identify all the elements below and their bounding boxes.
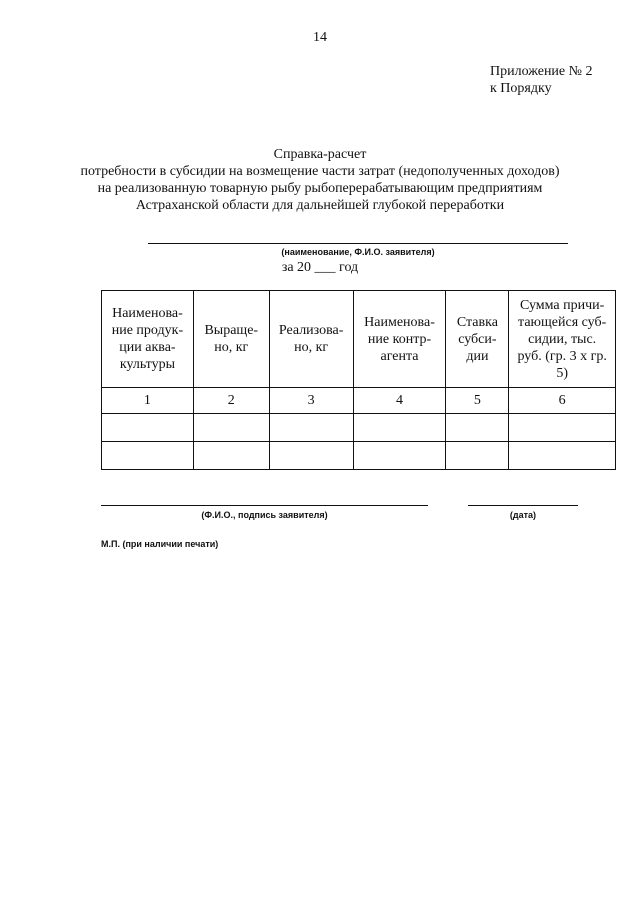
table-cell[interactable]: [102, 414, 194, 442]
table-header-row: [102, 291, 616, 388]
stamp-note: М.П. (при наличии печати): [101, 539, 219, 549]
table-row: [102, 414, 616, 442]
subsidy-calculation-table: [101, 290, 616, 470]
document-subtitle-line-2: на реализованную товарную рыбу рыбоперерабатывающим предприятиям: [97, 181, 543, 196]
document-subtitle-line-3: Астраханской области для дальнейшей глубокой переработки: [135, 198, 505, 213]
appendix-line-1: Приложение № 2: [490, 64, 593, 79]
header-sold-kg: Реализова- но, кг: [269, 291, 353, 388]
table-cell[interactable]: [353, 442, 446, 470]
header-counterparty: Наименова- ние контр- агента: [353, 291, 446, 388]
column-number: 1: [102, 388, 194, 414]
table-cell[interactable]: [509, 414, 616, 442]
table-cell[interactable]: [446, 442, 509, 470]
applicant-caption: (наименование, Ф.И.О. заявителя): [281, 247, 435, 257]
column-number: 5: [446, 388, 509, 414]
column-number: 3: [269, 388, 353, 414]
column-number: 6: [509, 388, 616, 414]
column-number-row: [102, 388, 616, 414]
document-subtitle-line-1: потребности в субсидии на возмещение части затрат (недополученных доходов): [80, 164, 560, 179]
date-line[interactable]: [468, 505, 578, 506]
table-cell[interactable]: [102, 442, 194, 470]
document-title: Справка-расчет: [273, 147, 367, 162]
header-subsidy-rate: Ставка субси- дии: [446, 291, 509, 388]
table-cell[interactable]: [193, 414, 269, 442]
signature-line[interactable]: [101, 505, 428, 506]
table-cell[interactable]: [269, 414, 353, 442]
table-cell[interactable]: [353, 414, 446, 442]
applicant-name-line[interactable]: [148, 243, 568, 244]
table-cell[interactable]: [446, 414, 509, 442]
column-number: 2: [193, 388, 269, 414]
appendix-line-2: к Порядку: [490, 81, 552, 96]
table-cell[interactable]: [269, 442, 353, 470]
date-caption: (дата): [509, 510, 537, 520]
table-row: [102, 442, 616, 470]
page-number: 14: [313, 30, 327, 45]
appendix-reference: [490, 63, 593, 97]
column-number: 4: [353, 388, 446, 414]
table-cell[interactable]: [193, 442, 269, 470]
document-heading: [60, 146, 580, 214]
year-line: за 20 ___ год: [281, 260, 359, 275]
table-cell[interactable]: [509, 442, 616, 470]
header-subsidy-amount: Сумма причи- тающейся суб- сидии, тыс. руб. (гр. 3 х гр. 5): [509, 291, 616, 388]
header-grown-kg: Выраще- но, кг: [193, 291, 269, 388]
header-product-name: Наименова- ние продук- ции аква- культуры: [102, 291, 194, 388]
signature-caption: (Ф.И.О., подпись заявителя): [201, 510, 328, 520]
